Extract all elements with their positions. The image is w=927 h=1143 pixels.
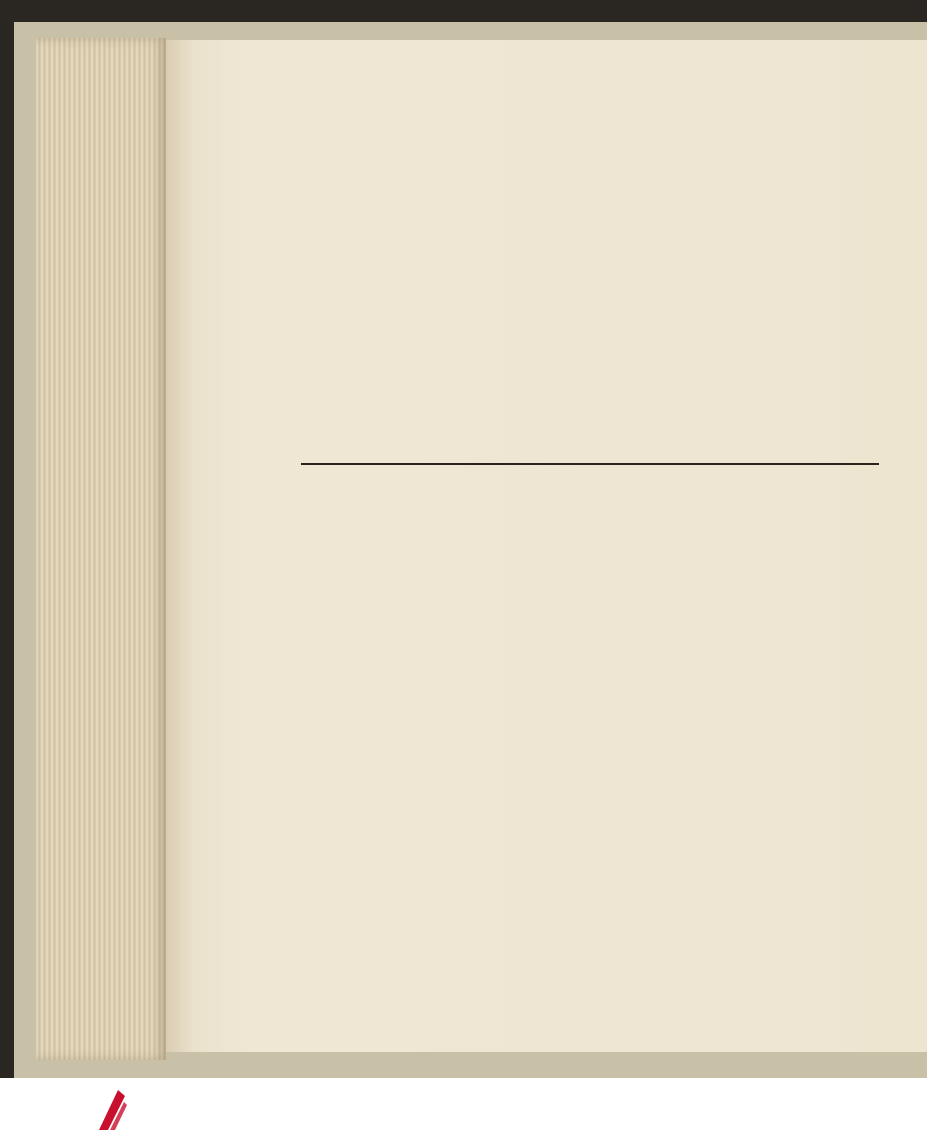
library-logo-icon (96, 1086, 128, 1134)
footer-bar (0, 1078, 927, 1143)
page-edges (36, 38, 166, 1060)
book-page (166, 40, 927, 1052)
section-rule (301, 463, 879, 465)
